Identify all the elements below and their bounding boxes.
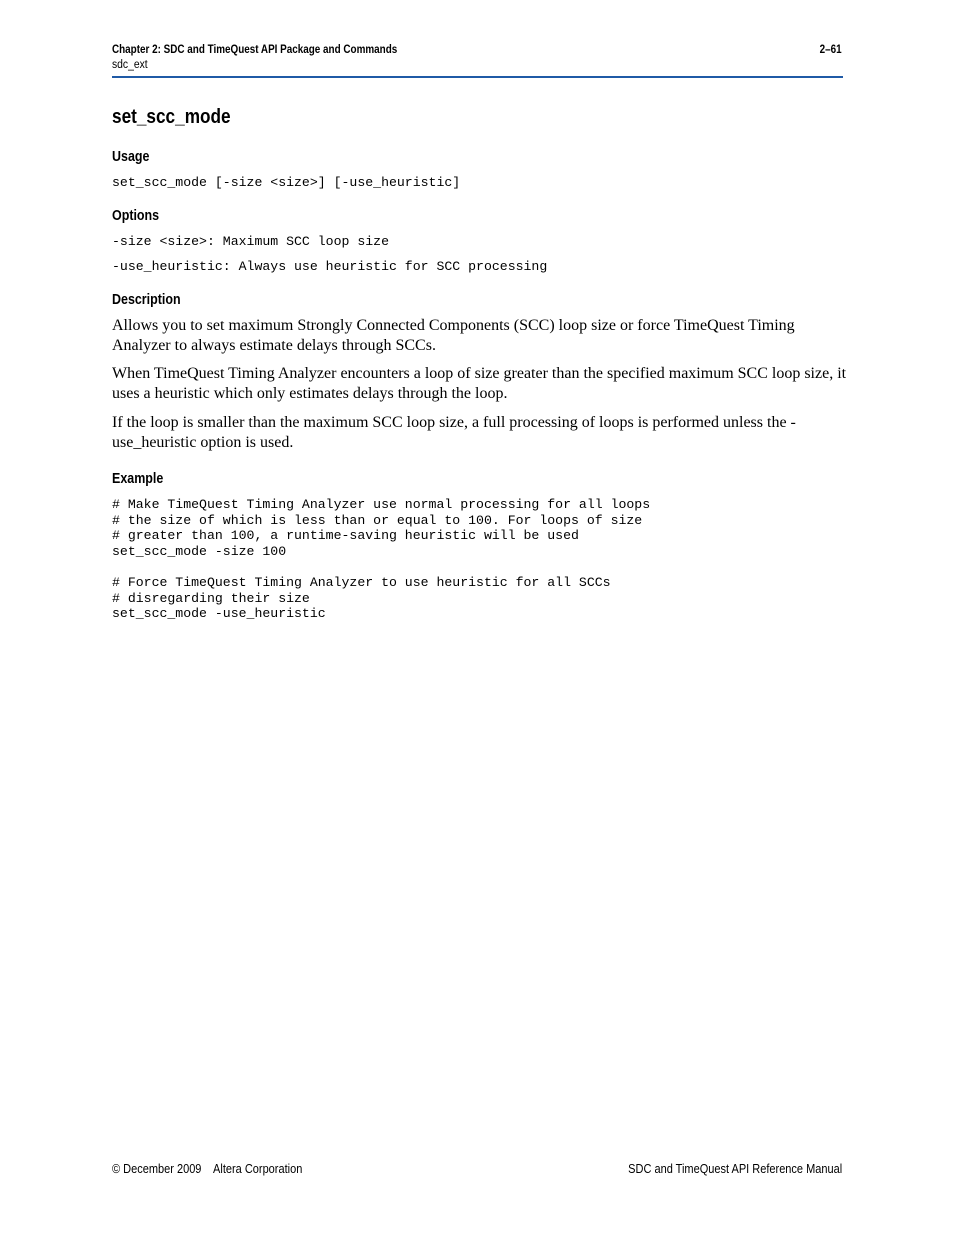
example-heading: Example — [112, 471, 164, 487]
footer-copyright: © December 2009 Altera Corporation — [112, 1162, 303, 1176]
header-rule — [112, 76, 843, 78]
description-heading: Description — [112, 292, 181, 308]
page-number: 2–61 — [819, 44, 842, 56]
options-heading: Options — [112, 208, 160, 224]
description-paragraph: When TimeQuest Timing Analyzer encounters a loop of size greater than the specified maximum SCC loop size, it uses a heuristic which only estimates delays through the loop. — [112, 365, 847, 402]
chapter-header: Chapter 2: SDC and TimeQuest API Package and Commands — [112, 44, 398, 56]
usage-syntax: set_scc_mode [-size <size>] [-use_heuristic] — [112, 175, 461, 190]
example-code: # Make TimeQuest Timing Analyzer use normal processing for all loops # the size of which is less than or equal to 100. For loops of size # greater than 100, a runtime-saving heuristic will be used set_scc_mode -size 100 # Force TimeQuest Timing Analyzer to use heuristic for all SCCs # disregarding their size set_scc_mode -use_heuristic — [112, 497, 651, 622]
section-name: sdc_ext — [112, 59, 148, 71]
description-paragraph: If the loop is smaller than the maximum SCC loop size, a full processing of loops is performed unless the -use_heuristic option is used. — [112, 414, 796, 451]
description-paragraph: Allows you to set maximum Strongly Connected Components (SCC) loop size or force TimeQuest Timing Analyzer to always estimate delays through SCCs. — [112, 317, 795, 354]
page-title: set_scc_mode — [112, 106, 231, 128]
usage-heading: Usage — [112, 149, 150, 165]
option-item: -size <size>: Maximum SCC loop size — [112, 234, 389, 249]
option-item: -use_heuristic: Always use heuristic for SCC processing — [112, 259, 548, 274]
footer-manual-title: SDC and TimeQuest API Reference Manual — [627, 1162, 842, 1176]
